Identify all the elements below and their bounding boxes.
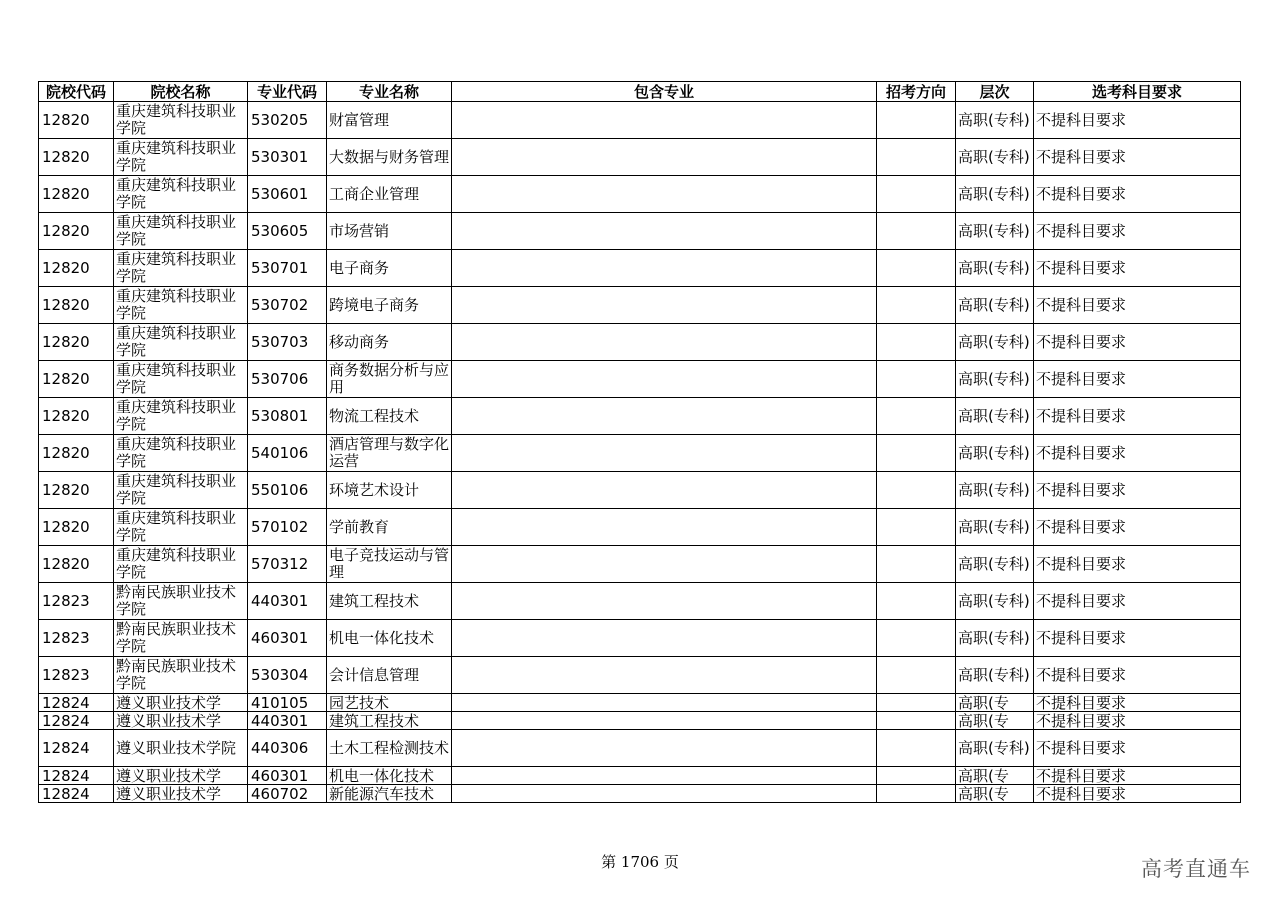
table-row (39, 287, 1241, 324)
cell-major-name: 市场营销 (327, 213, 452, 250)
cell-major-code: 530702 (248, 287, 327, 324)
cell-major-code: 530304 (248, 657, 327, 694)
cell-subject-requirement: 不提科目要求 (1034, 213, 1241, 250)
cell-major-code: 570102 (248, 509, 327, 546)
table-row (39, 694, 1241, 712)
cell-direction (877, 583, 956, 620)
cell-major-name: 电子竞技运动与管理 (327, 546, 452, 583)
cell-major-name: 园艺技术 (327, 694, 452, 712)
cell-school-code: 12820 (39, 139, 114, 176)
cell-major-name: 电子商务 (327, 250, 452, 287)
cell-subject-requirement: 不提科目要求 (1034, 620, 1241, 657)
cell-level: 高职(专科) (956, 546, 1034, 583)
page-number: 第 1706 页 (601, 853, 679, 871)
cell-school-code: 12823 (39, 657, 114, 694)
table-row (39, 361, 1241, 398)
cell-school-name: 遵义职业技术学 (114, 694, 248, 712)
cell-school-code: 12824 (39, 712, 114, 730)
cell-major-code: 440301 (248, 583, 327, 620)
cell-major-name: 建筑工程技术 (327, 583, 452, 620)
cell-school-code: 12823 (39, 583, 114, 620)
cell-major-code: 530605 (248, 213, 327, 250)
cell-school-code: 12820 (39, 435, 114, 472)
cell-level: 高职(专 (956, 712, 1034, 730)
header-school-name: 院校名称 (114, 82, 248, 102)
cell-school-name: 黔南民族职业技术学院 (114, 657, 248, 694)
cell-level: 高职(专科) (956, 324, 1034, 361)
cell-major-code: 550106 (248, 472, 327, 509)
cell-school-name: 黔南民族职业技术学院 (114, 583, 248, 620)
cell-included-majors (452, 176, 877, 213)
cell-subject-requirement: 不提科目要求 (1034, 767, 1241, 785)
cell-level: 高职(专科) (956, 620, 1034, 657)
cell-level: 高职(专科) (956, 472, 1034, 509)
cell-major-code: 530706 (248, 361, 327, 398)
cell-level: 高职(专科) (956, 176, 1034, 213)
cell-subject-requirement: 不提科目要求 (1034, 102, 1241, 139)
cell-subject-requirement: 不提科目要求 (1034, 176, 1241, 213)
cell-major-name: 新能源汽车技术 (327, 785, 452, 803)
watermark: 高考直通车 (1141, 857, 1251, 881)
cell-school-name: 重庆建筑科技职业学院 (114, 472, 248, 509)
cell-level: 高职(专科) (956, 730, 1034, 767)
header-school-code: 院校代码 (39, 82, 114, 102)
table-row (39, 712, 1241, 730)
cell-direction (877, 398, 956, 435)
cell-direction (877, 324, 956, 361)
cell-major-code: 440301 (248, 712, 327, 730)
cell-level: 高职(专科) (956, 657, 1034, 694)
cell-direction (877, 694, 956, 712)
cell-major-code: 530301 (248, 139, 327, 176)
cell-school-name: 重庆建筑科技职业学院 (114, 176, 248, 213)
cell-major-code: 570312 (248, 546, 327, 583)
cell-school-name: 重庆建筑科技职业学院 (114, 287, 248, 324)
cell-school-code: 12820 (39, 546, 114, 583)
table-row (39, 139, 1241, 176)
cell-major-code: 460301 (248, 620, 327, 657)
cell-level: 高职(专科) (956, 435, 1034, 472)
cell-included-majors (452, 546, 877, 583)
cell-level: 高职(专科) (956, 102, 1034, 139)
cell-major-name: 机电一体化技术 (327, 767, 452, 785)
cell-major-code: 530701 (248, 250, 327, 287)
table-row (39, 730, 1241, 767)
cell-school-code: 12820 (39, 176, 114, 213)
cell-school-code: 12820 (39, 287, 114, 324)
table-row (39, 583, 1241, 620)
cell-direction (877, 620, 956, 657)
cell-major-code: 530205 (248, 102, 327, 139)
table-row (39, 509, 1241, 546)
cell-subject-requirement: 不提科目要求 (1034, 139, 1241, 176)
cell-subject-requirement: 不提科目要求 (1034, 509, 1241, 546)
cell-included-majors (452, 213, 877, 250)
cell-school-name: 重庆建筑科技职业学院 (114, 139, 248, 176)
cell-school-name: 重庆建筑科技职业学院 (114, 435, 248, 472)
cell-direction (877, 139, 956, 176)
cell-level: 高职(专 (956, 767, 1034, 785)
cell-level: 高职(专科) (956, 398, 1034, 435)
table-row (39, 435, 1241, 472)
cell-major-code: 410105 (248, 694, 327, 712)
cell-school-name: 重庆建筑科技职业学院 (114, 213, 248, 250)
cell-school-name: 黔南民族职业技术学院 (114, 620, 248, 657)
cell-school-code: 12820 (39, 250, 114, 287)
cell-subject-requirement: 不提科目要求 (1034, 287, 1241, 324)
cell-level: 高职(专科) (956, 250, 1034, 287)
cell-included-majors (452, 250, 877, 287)
cell-included-majors (452, 102, 877, 139)
cell-included-majors (452, 398, 877, 435)
cell-school-code: 12820 (39, 398, 114, 435)
cell-major-name: 建筑工程技术 (327, 712, 452, 730)
cell-school-name: 重庆建筑科技职业学院 (114, 546, 248, 583)
cell-direction (877, 657, 956, 694)
cell-direction (877, 546, 956, 583)
table-row (39, 620, 1241, 657)
cell-direction (877, 509, 956, 546)
cell-direction (877, 472, 956, 509)
cell-major-name: 土木工程检测技术 (327, 730, 452, 767)
cell-major-name: 酒店管理与数字化运营 (327, 435, 452, 472)
cell-school-name: 遵义职业技术学 (114, 712, 248, 730)
table-row (39, 213, 1241, 250)
cell-school-code: 12820 (39, 324, 114, 361)
table-row (39, 176, 1241, 213)
cell-major-name: 跨境电子商务 (327, 287, 452, 324)
cell-level: 高职(专科) (956, 583, 1034, 620)
cell-level: 高职(专科) (956, 287, 1034, 324)
cell-major-name: 大数据与财务管理 (327, 139, 452, 176)
cell-school-name: 重庆建筑科技职业学院 (114, 250, 248, 287)
cell-major-code: 530703 (248, 324, 327, 361)
cell-major-name: 移动商务 (327, 324, 452, 361)
cell-subject-requirement: 不提科目要求 (1034, 398, 1241, 435)
cell-school-name: 重庆建筑科技职业学院 (114, 324, 248, 361)
cell-subject-requirement: 不提科目要求 (1034, 694, 1241, 712)
cell-school-name: 重庆建筑科技职业学院 (114, 398, 248, 435)
cell-direction (877, 730, 956, 767)
cell-school-name: 遵义职业技术学 (114, 785, 248, 803)
admissions-table (38, 81, 1241, 803)
cell-subject-requirement: 不提科目要求 (1034, 730, 1241, 767)
cell-subject-requirement: 不提科目要求 (1034, 546, 1241, 583)
cell-school-code: 12824 (39, 694, 114, 712)
header-direction: 招考方向 (877, 82, 956, 102)
cell-school-name: 遵义职业技术学 (114, 767, 248, 785)
cell-included-majors (452, 694, 877, 712)
cell-direction (877, 361, 956, 398)
cell-included-majors (452, 435, 877, 472)
cell-subject-requirement: 不提科目要求 (1034, 250, 1241, 287)
cell-level: 高职(专科) (956, 213, 1034, 250)
cell-major-code: 540106 (248, 435, 327, 472)
cell-school-code: 12824 (39, 767, 114, 785)
cell-major-name: 工商企业管理 (327, 176, 452, 213)
cell-direction (877, 250, 956, 287)
cell-school-name: 重庆建筑科技职业学院 (114, 509, 248, 546)
cell-subject-requirement: 不提科目要求 (1034, 324, 1241, 361)
cell-school-code: 12820 (39, 102, 114, 139)
cell-major-name: 学前教育 (327, 509, 452, 546)
cell-included-majors (452, 139, 877, 176)
cell-level: 高职(专 (956, 785, 1034, 803)
cell-school-code: 12820 (39, 213, 114, 250)
cell-major-code: 460702 (248, 785, 327, 803)
table-row (39, 546, 1241, 583)
cell-school-code: 12823 (39, 620, 114, 657)
cell-direction (877, 213, 956, 250)
cell-level: 高职(专科) (956, 509, 1034, 546)
cell-included-majors (452, 583, 877, 620)
cell-included-majors (452, 785, 877, 803)
table-row (39, 472, 1241, 509)
table-row (39, 250, 1241, 287)
cell-direction (877, 785, 956, 803)
cell-subject-requirement: 不提科目要求 (1034, 472, 1241, 509)
cell-major-name: 商务数据分析与应用 (327, 361, 452, 398)
cell-included-majors (452, 361, 877, 398)
cell-subject-requirement: 不提科目要求 (1034, 435, 1241, 472)
cell-school-name: 重庆建筑科技职业学院 (114, 102, 248, 139)
cell-level: 高职(专科) (956, 139, 1034, 176)
header-major-code: 专业代码 (248, 82, 327, 102)
cell-included-majors (452, 472, 877, 509)
header-level: 层次 (956, 82, 1034, 102)
cell-subject-requirement: 不提科目要求 (1034, 657, 1241, 694)
cell-major-code: 530801 (248, 398, 327, 435)
cell-major-name: 机电一体化技术 (327, 620, 452, 657)
cell-included-majors (452, 324, 877, 361)
table-row (39, 102, 1241, 139)
cell-included-majors (452, 287, 877, 324)
cell-major-code: 530601 (248, 176, 327, 213)
cell-school-code: 12820 (39, 361, 114, 398)
cell-direction (877, 176, 956, 213)
cell-direction (877, 712, 956, 730)
cell-school-code: 12824 (39, 785, 114, 803)
cell-subject-requirement: 不提科目要求 (1034, 785, 1241, 803)
cell-major-name: 环境艺术设计 (327, 472, 452, 509)
cell-school-name: 遵义职业技术学院 (114, 730, 248, 767)
cell-school-code: 12824 (39, 730, 114, 767)
cell-level: 高职(专科) (956, 361, 1034, 398)
cell-subject-requirement: 不提科目要求 (1034, 583, 1241, 620)
header-major-name: 专业名称 (327, 82, 452, 102)
cell-major-code: 440306 (248, 730, 327, 767)
cell-direction (877, 435, 956, 472)
table-row (39, 398, 1241, 435)
table-row (39, 785, 1241, 803)
cell-major-code: 460301 (248, 767, 327, 785)
cell-included-majors (452, 712, 877, 730)
cell-major-name: 财富管理 (327, 102, 452, 139)
cell-subject-requirement: 不提科目要求 (1034, 361, 1241, 398)
cell-included-majors (452, 767, 877, 785)
cell-school-name: 重庆建筑科技职业学院 (114, 361, 248, 398)
header-included-majors: 包含专业 (452, 82, 877, 102)
cell-level: 高职(专 (956, 694, 1034, 712)
cell-included-majors (452, 620, 877, 657)
cell-school-code: 12820 (39, 509, 114, 546)
cell-direction (877, 767, 956, 785)
table-row (39, 657, 1241, 694)
header-row (39, 82, 1241, 102)
cell-school-code: 12820 (39, 472, 114, 509)
table-body (39, 102, 1241, 803)
cell-major-name: 会计信息管理 (327, 657, 452, 694)
cell-direction (877, 102, 956, 139)
cell-direction (877, 287, 956, 324)
cell-included-majors (452, 730, 877, 767)
cell-included-majors (452, 509, 877, 546)
cell-included-majors (452, 657, 877, 694)
cell-subject-requirement: 不提科目要求 (1034, 712, 1241, 730)
table-row (39, 324, 1241, 361)
header-subject-requirement: 选考科目要求 (1034, 82, 1241, 102)
table-row (39, 767, 1241, 785)
cell-major-name: 物流工程技术 (327, 398, 452, 435)
